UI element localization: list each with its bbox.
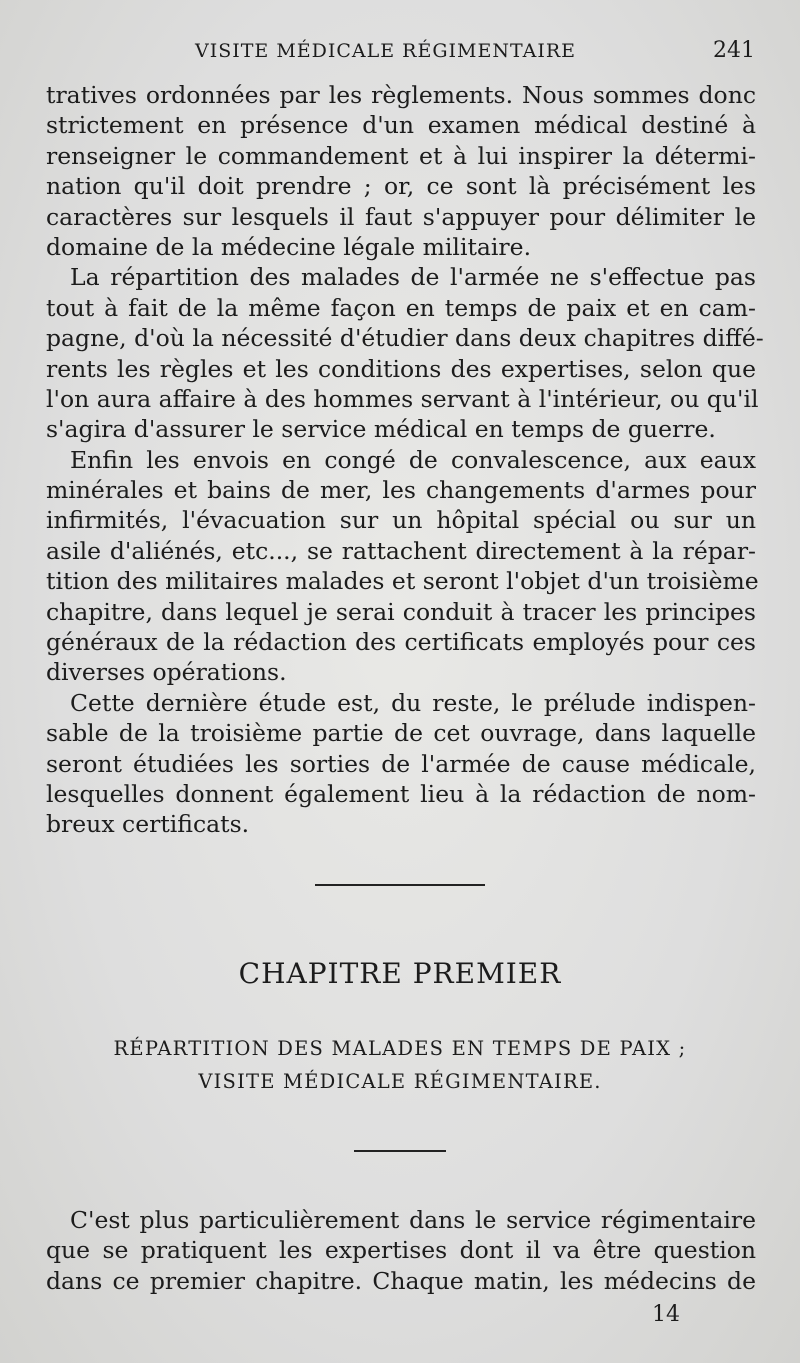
body-text-bottom — [46, 1205, 756, 1296]
text-line: caractères sur lesquels il faut s'appuyer pour délimiter le — [46, 202, 756, 231]
chapter-subtitle-line-2: VISITE MÉDICALE RÉGIMENTAIRE. — [198, 1070, 602, 1093]
chapter-divider — [354, 1150, 446, 1152]
chapter-title: CHAPITRE PREMIER — [238, 957, 562, 990]
text-line: chapitre, dans lequel je serai conduit à tracer les principes — [46, 597, 756, 626]
text-line: que se pratiquent les expertises dont il va être question — [46, 1236, 756, 1265]
text-line: nation qu'il doit prendre ; or, ce sont là précisément les — [46, 172, 756, 201]
text-line: tratives ordonnées par les règlements. Nous sommes donc — [46, 81, 756, 109]
text-line: infirmités, l'évacuation sur un hôpital spécial ou sur un — [46, 506, 756, 535]
text-line: tout à fait de la même façon en temps de paix et en cam- — [46, 293, 756, 322]
body-text-top — [46, 80, 764, 840]
text-line: rents les règles et les conditions des expertises, selon que — [46, 354, 756, 383]
running-title: VISITE MÉDICALE RÉGIMENTAIRE — [195, 40, 577, 62]
text-line: l'on aura affaire à des hommes servant à l'intérieur, ou qu'il — [46, 384, 759, 413]
text-line: lesquelles donnent également lieu à la rédaction de nom- — [46, 779, 756, 808]
text-line: C'est plus particulièrement dans le service régimentaire — [70, 1206, 756, 1234]
text-line: dans ce premier chapitre. Chaque matin, les médecins de — [46, 1266, 756, 1295]
text-line: sable de la troisième partie de cet ouvrage, dans laquelle — [46, 719, 756, 748]
text-line: tition des militaires malades et seront l'objet d'un troisième — [46, 567, 759, 596]
text-line: pagne, d'où la nécessité d'étudier dans deux chapitres diffé- — [46, 324, 764, 353]
page-number: 241 — [713, 38, 755, 63]
text-line: strictement en présence d'un examen médical destiné à — [46, 111, 756, 140]
text-line: La répartition des malades de l'armée ne s'effectue pas — [70, 263, 756, 292]
signature-mark: 14 — [652, 1302, 680, 1327]
text-line: breux certificats. — [46, 810, 250, 839]
running-head — [195, 40, 755, 66]
text-line: généraux de la rédaction des certificats employés pour ces — [46, 628, 756, 657]
text-line: asile d'aliénés, etc..., se rattachent directement à la répar- — [46, 536, 756, 565]
section-divider — [315, 884, 485, 886]
chapter-subtitle-line-1: RÉPARTITION DES MALADES EN TEMPS DE PAIX ; — [113, 1037, 687, 1060]
text-line: seront étudiées les sorties de l'armée de cause médicale, — [46, 749, 756, 778]
text-line: minérales et bains de mer, les changements d'armes pour — [46, 476, 756, 505]
text-line: Enfin les envois en congé de convalescence, aux eaux — [70, 445, 756, 474]
text-line: renseigner le commandement et à lui inspirer la détermi- — [46, 141, 756, 170]
text-line: s'agira d'assurer le service médical en temps de guerre. — [46, 415, 716, 444]
text-line: Cette dernière étude est, du reste, le prélude indispen- — [70, 688, 756, 717]
text-line: domaine de la médecine légale militaire. — [46, 232, 532, 261]
text-line: diverses opérations. — [46, 658, 287, 687]
